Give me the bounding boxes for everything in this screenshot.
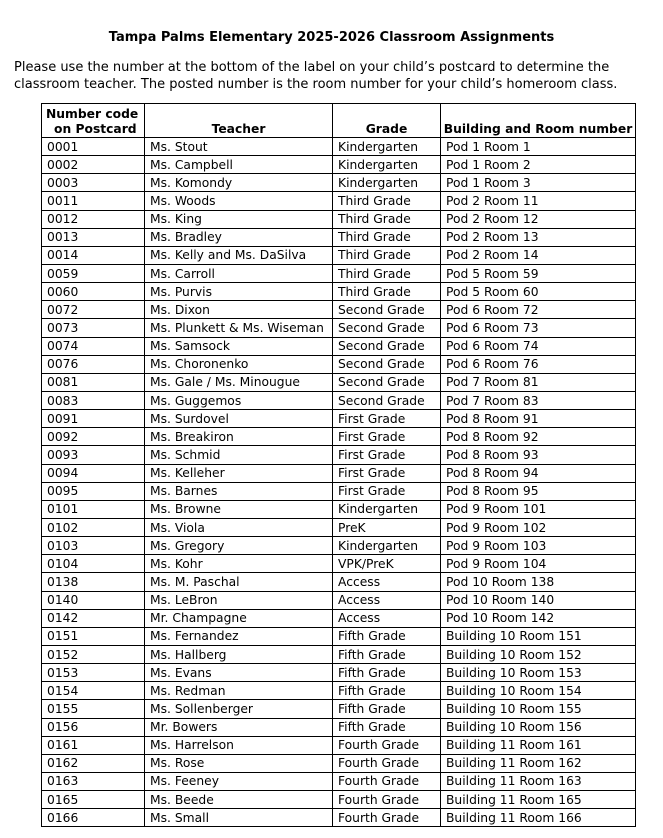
cell-room: Pod 2 Room 14	[441, 246, 636, 264]
cell-grade: Third Grade	[333, 192, 441, 210]
cell-room: Building 11 Room 162	[441, 754, 636, 772]
cell-number-code: 0093	[42, 446, 145, 464]
table-row	[42, 609, 636, 627]
cell-room: Pod 6 Room 72	[441, 301, 636, 319]
cell-grade: First Grade	[333, 446, 441, 464]
cell-room: Pod 9 Room 102	[441, 518, 636, 536]
table-row	[42, 718, 636, 736]
cell-number-code: 0076	[42, 355, 145, 373]
cell-room: Building 11 Room 163	[441, 772, 636, 790]
cell-room: Pod 7 Room 83	[441, 391, 636, 409]
cell-grade: Second Grade	[333, 301, 441, 319]
cell-grade: Kindergarten	[333, 537, 441, 555]
cell-number-code: 0165	[42, 791, 145, 809]
cell-room: Building 10 Room 152	[441, 645, 636, 663]
cell-grade: Third Grade	[333, 264, 441, 282]
cell-teacher: Ms. Gale / Ms. Minougue	[145, 373, 333, 391]
cell-grade: Third Grade	[333, 246, 441, 264]
cell-room: Building 10 Room 153	[441, 664, 636, 682]
cell-room: Pod 2 Room 11	[441, 192, 636, 210]
cell-grade: Kindergarten	[333, 156, 441, 174]
cell-teacher: Ms. Bradley	[145, 228, 333, 246]
table-row	[42, 627, 636, 645]
header-number-code	[42, 104, 145, 138]
cell-grade: Access	[333, 591, 441, 609]
cell-teacher: Ms. Harrelson	[145, 736, 333, 754]
table-row	[42, 174, 636, 192]
cell-grade: Second Grade	[333, 319, 441, 337]
cell-grade: VPK/PreK	[333, 555, 441, 573]
cell-number-code: 0155	[42, 700, 145, 718]
cell-number-code: 0095	[42, 482, 145, 500]
cell-grade: PreK	[333, 518, 441, 536]
cell-grade: Fourth Grade	[333, 791, 441, 809]
cell-teacher: Ms. Fernandez	[145, 627, 333, 645]
cell-teacher: Ms. LeBron	[145, 591, 333, 609]
cell-teacher: Ms. Rose	[145, 754, 333, 772]
cell-grade: Access	[333, 573, 441, 591]
cell-room: Pod 1 Room 3	[441, 174, 636, 192]
cell-number-code: 0142	[42, 609, 145, 627]
cell-teacher: Ms. Stout	[145, 138, 333, 156]
table-row	[42, 337, 636, 355]
cell-room: Building 10 Room 154	[441, 682, 636, 700]
cell-number-code: 0166	[42, 809, 145, 827]
table-row	[42, 754, 636, 772]
table-row	[42, 410, 636, 428]
table-row	[42, 537, 636, 555]
cell-teacher: Ms. Viola	[145, 518, 333, 536]
cell-room: Pod 2 Room 13	[441, 228, 636, 246]
table-row	[42, 700, 636, 718]
table-row	[42, 736, 636, 754]
table-row	[42, 373, 636, 391]
cell-grade: Fifth Grade	[333, 718, 441, 736]
cell-room: Pod 10 Room 138	[441, 573, 636, 591]
cell-number-code: 0161	[42, 736, 145, 754]
cell-grade: Third Grade	[333, 228, 441, 246]
cell-grade: Fifth Grade	[333, 645, 441, 663]
cell-number-code: 0138	[42, 573, 145, 591]
cell-number-code: 0013	[42, 228, 145, 246]
table-row	[42, 772, 636, 790]
cell-grade: Fifth Grade	[333, 682, 441, 700]
cell-teacher: Ms. Samsock	[145, 337, 333, 355]
cell-teacher: Mr. Bowers	[145, 718, 333, 736]
intro-paragraph: Please use the number at the bottom of the label on your child’s postcard to determine the classroom teacher. The posted number is the room number for your child’s homeroom class.	[14, 60, 618, 92]
cell-number-code: 0059	[42, 264, 145, 282]
cell-room: Pod 9 Room 101	[441, 500, 636, 518]
cell-room: Building 10 Room 151	[441, 627, 636, 645]
cell-number-code: 0104	[42, 555, 145, 573]
cell-room: Pod 8 Room 93	[441, 446, 636, 464]
cell-grade: Fourth Grade	[333, 809, 441, 827]
page-title: Tampa Palms Elementary 2025-2026 Classroom Assignments	[108, 30, 555, 45]
cell-grade: Kindergarten	[333, 174, 441, 192]
cell-teacher: Ms. Kelleher	[145, 464, 333, 482]
cell-teacher: Ms. Guggemos	[145, 391, 333, 409]
cell-teacher: Mr. Champagne	[145, 609, 333, 627]
table-row	[42, 555, 636, 573]
cell-teacher: Ms. M. Paschal	[145, 573, 333, 591]
header-room: Building and Room number	[441, 104, 636, 138]
cell-room: Pod 8 Room 92	[441, 428, 636, 446]
cell-number-code: 0001	[42, 138, 145, 156]
table-row	[42, 246, 636, 264]
table-row	[42, 446, 636, 464]
cell-teacher: Ms. Kohr	[145, 555, 333, 573]
table-row	[42, 228, 636, 246]
table-row	[42, 210, 636, 228]
cell-room: Pod 5 Room 59	[441, 264, 636, 282]
cell-number-code: 0003	[42, 174, 145, 192]
table-row	[42, 391, 636, 409]
header-number-code-line1: Number code	[46, 107, 139, 121]
cell-number-code: 0092	[42, 428, 145, 446]
cell-room: Pod 7 Room 81	[441, 373, 636, 391]
cell-number-code: 0162	[42, 754, 145, 772]
cell-teacher: Ms. Kelly and Ms. DaSilva	[145, 246, 333, 264]
cell-number-code: 0140	[42, 591, 145, 609]
cell-number-code: 0083	[42, 391, 145, 409]
cell-number-code: 0091	[42, 410, 145, 428]
table-row	[42, 682, 636, 700]
cell-teacher: Ms. King	[145, 210, 333, 228]
cell-number-code: 0156	[42, 718, 145, 736]
cell-number-code: 0103	[42, 537, 145, 555]
cell-room: Building 10 Room 156	[441, 718, 636, 736]
header-grade: Grade	[333, 104, 441, 138]
cell-room: Pod 6 Room 74	[441, 337, 636, 355]
cell-number-code: 0101	[42, 500, 145, 518]
cell-teacher: Ms. Surdovel	[145, 410, 333, 428]
cell-teacher: Ms. Evans	[145, 664, 333, 682]
cell-number-code: 0154	[42, 682, 145, 700]
cell-grade: First Grade	[333, 410, 441, 428]
cell-grade: Second Grade	[333, 391, 441, 409]
cell-grade: Third Grade	[333, 283, 441, 301]
cell-teacher: Ms. Redman	[145, 682, 333, 700]
table-row	[42, 192, 636, 210]
cell-number-code: 0072	[42, 301, 145, 319]
cell-teacher: Ms. Barnes	[145, 482, 333, 500]
cell-teacher: Ms. Hallberg	[145, 645, 333, 663]
table-row	[42, 500, 636, 518]
table-row	[42, 283, 636, 301]
table-row	[42, 645, 636, 663]
cell-room: Pod 8 Room 95	[441, 482, 636, 500]
cell-room: Pod 6 Room 73	[441, 319, 636, 337]
cell-room: Building 11 Room 166	[441, 809, 636, 827]
cell-number-code: 0094	[42, 464, 145, 482]
cell-grade: Second Grade	[333, 337, 441, 355]
table-row	[42, 464, 636, 482]
cell-room: Pod 2 Room 12	[441, 210, 636, 228]
cell-room: Pod 10 Room 140	[441, 591, 636, 609]
cell-grade: First Grade	[333, 464, 441, 482]
cell-room: Building 11 Room 161	[441, 736, 636, 754]
table-row	[42, 791, 636, 809]
cell-teacher: Ms. Browne	[145, 500, 333, 518]
cell-teacher: Ms. Plunkett & Ms. Wiseman	[145, 319, 333, 337]
header-number-code-line2: on Postcard	[54, 122, 137, 136]
cell-teacher: Ms. Breakiron	[145, 428, 333, 446]
cell-grade: Second Grade	[333, 355, 441, 373]
table-row	[42, 156, 636, 174]
cell-number-code: 0073	[42, 319, 145, 337]
cell-teacher: Ms. Schmid	[145, 446, 333, 464]
cell-teacher: Ms. Sollenberger	[145, 700, 333, 718]
table-row	[42, 482, 636, 500]
cell-grade: Kindergarten	[333, 500, 441, 518]
table-row	[42, 264, 636, 282]
cell-number-code: 0152	[42, 645, 145, 663]
cell-room: Pod 8 Room 94	[441, 464, 636, 482]
cell-number-code: 0151	[42, 627, 145, 645]
cell-grade: Second Grade	[333, 373, 441, 391]
cell-teacher: Ms. Small	[145, 809, 333, 827]
cell-teacher: Ms. Dixon	[145, 301, 333, 319]
cell-grade: Kindergarten	[333, 138, 441, 156]
cell-teacher: Ms. Campbell	[145, 156, 333, 174]
table-row	[42, 138, 636, 156]
header-row	[42, 104, 636, 138]
cell-grade: First Grade	[333, 428, 441, 446]
cell-teacher: Ms. Gregory	[145, 537, 333, 555]
table-row	[42, 809, 636, 827]
cell-teacher: Ms. Purvis	[145, 283, 333, 301]
table-row	[42, 428, 636, 446]
cell-number-code: 0081	[42, 373, 145, 391]
cell-grade: Access	[333, 609, 441, 627]
cell-room: Pod 1 Room 1	[441, 138, 636, 156]
cell-room: Pod 5 Room 60	[441, 283, 636, 301]
table-body	[42, 138, 636, 827]
cell-grade: First Grade	[333, 482, 441, 500]
table-row	[42, 664, 636, 682]
cell-grade: Third Grade	[333, 210, 441, 228]
cell-room: Pod 6 Room 76	[441, 355, 636, 373]
table-row	[42, 591, 636, 609]
cell-number-code: 0153	[42, 664, 145, 682]
cell-teacher: Ms. Feeney	[145, 772, 333, 790]
cell-number-code: 0002	[42, 156, 145, 174]
cell-number-code: 0011	[42, 192, 145, 210]
table-row	[42, 319, 636, 337]
cell-number-code: 0074	[42, 337, 145, 355]
classroom-assignments-table	[41, 103, 636, 827]
table-row	[42, 518, 636, 536]
cell-room: Pod 8 Room 91	[441, 410, 636, 428]
cell-grade: Fourth Grade	[333, 736, 441, 754]
table-row	[42, 301, 636, 319]
cell-room: Pod 9 Room 103	[441, 537, 636, 555]
table-header	[42, 104, 636, 138]
cell-room: Building 11 Room 165	[441, 791, 636, 809]
cell-grade: Fourth Grade	[333, 772, 441, 790]
cell-number-code: 0102	[42, 518, 145, 536]
cell-room: Pod 1 Room 2	[441, 156, 636, 174]
cell-teacher: Ms. Beede	[145, 791, 333, 809]
table-row	[42, 355, 636, 373]
cell-number-code: 0060	[42, 283, 145, 301]
cell-grade: Fifth Grade	[333, 700, 441, 718]
cell-number-code: 0014	[42, 246, 145, 264]
cell-grade: Fifth Grade	[333, 627, 441, 645]
header-teacher: Teacher	[145, 104, 333, 138]
cell-room: Pod 10 Room 142	[441, 609, 636, 627]
cell-grade: Fifth Grade	[333, 664, 441, 682]
cell-room: Pod 9 Room 104	[441, 555, 636, 573]
cell-number-code: 0163	[42, 772, 145, 790]
cell-teacher: Ms. Woods	[145, 192, 333, 210]
cell-teacher: Ms. Carroll	[145, 264, 333, 282]
cell-teacher: Ms. Komondy	[145, 174, 333, 192]
cell-grade: Fourth Grade	[333, 754, 441, 772]
cell-teacher: Ms. Choronenko	[145, 355, 333, 373]
table-row	[42, 573, 636, 591]
cell-room: Building 10 Room 155	[441, 700, 636, 718]
cell-number-code: 0012	[42, 210, 145, 228]
